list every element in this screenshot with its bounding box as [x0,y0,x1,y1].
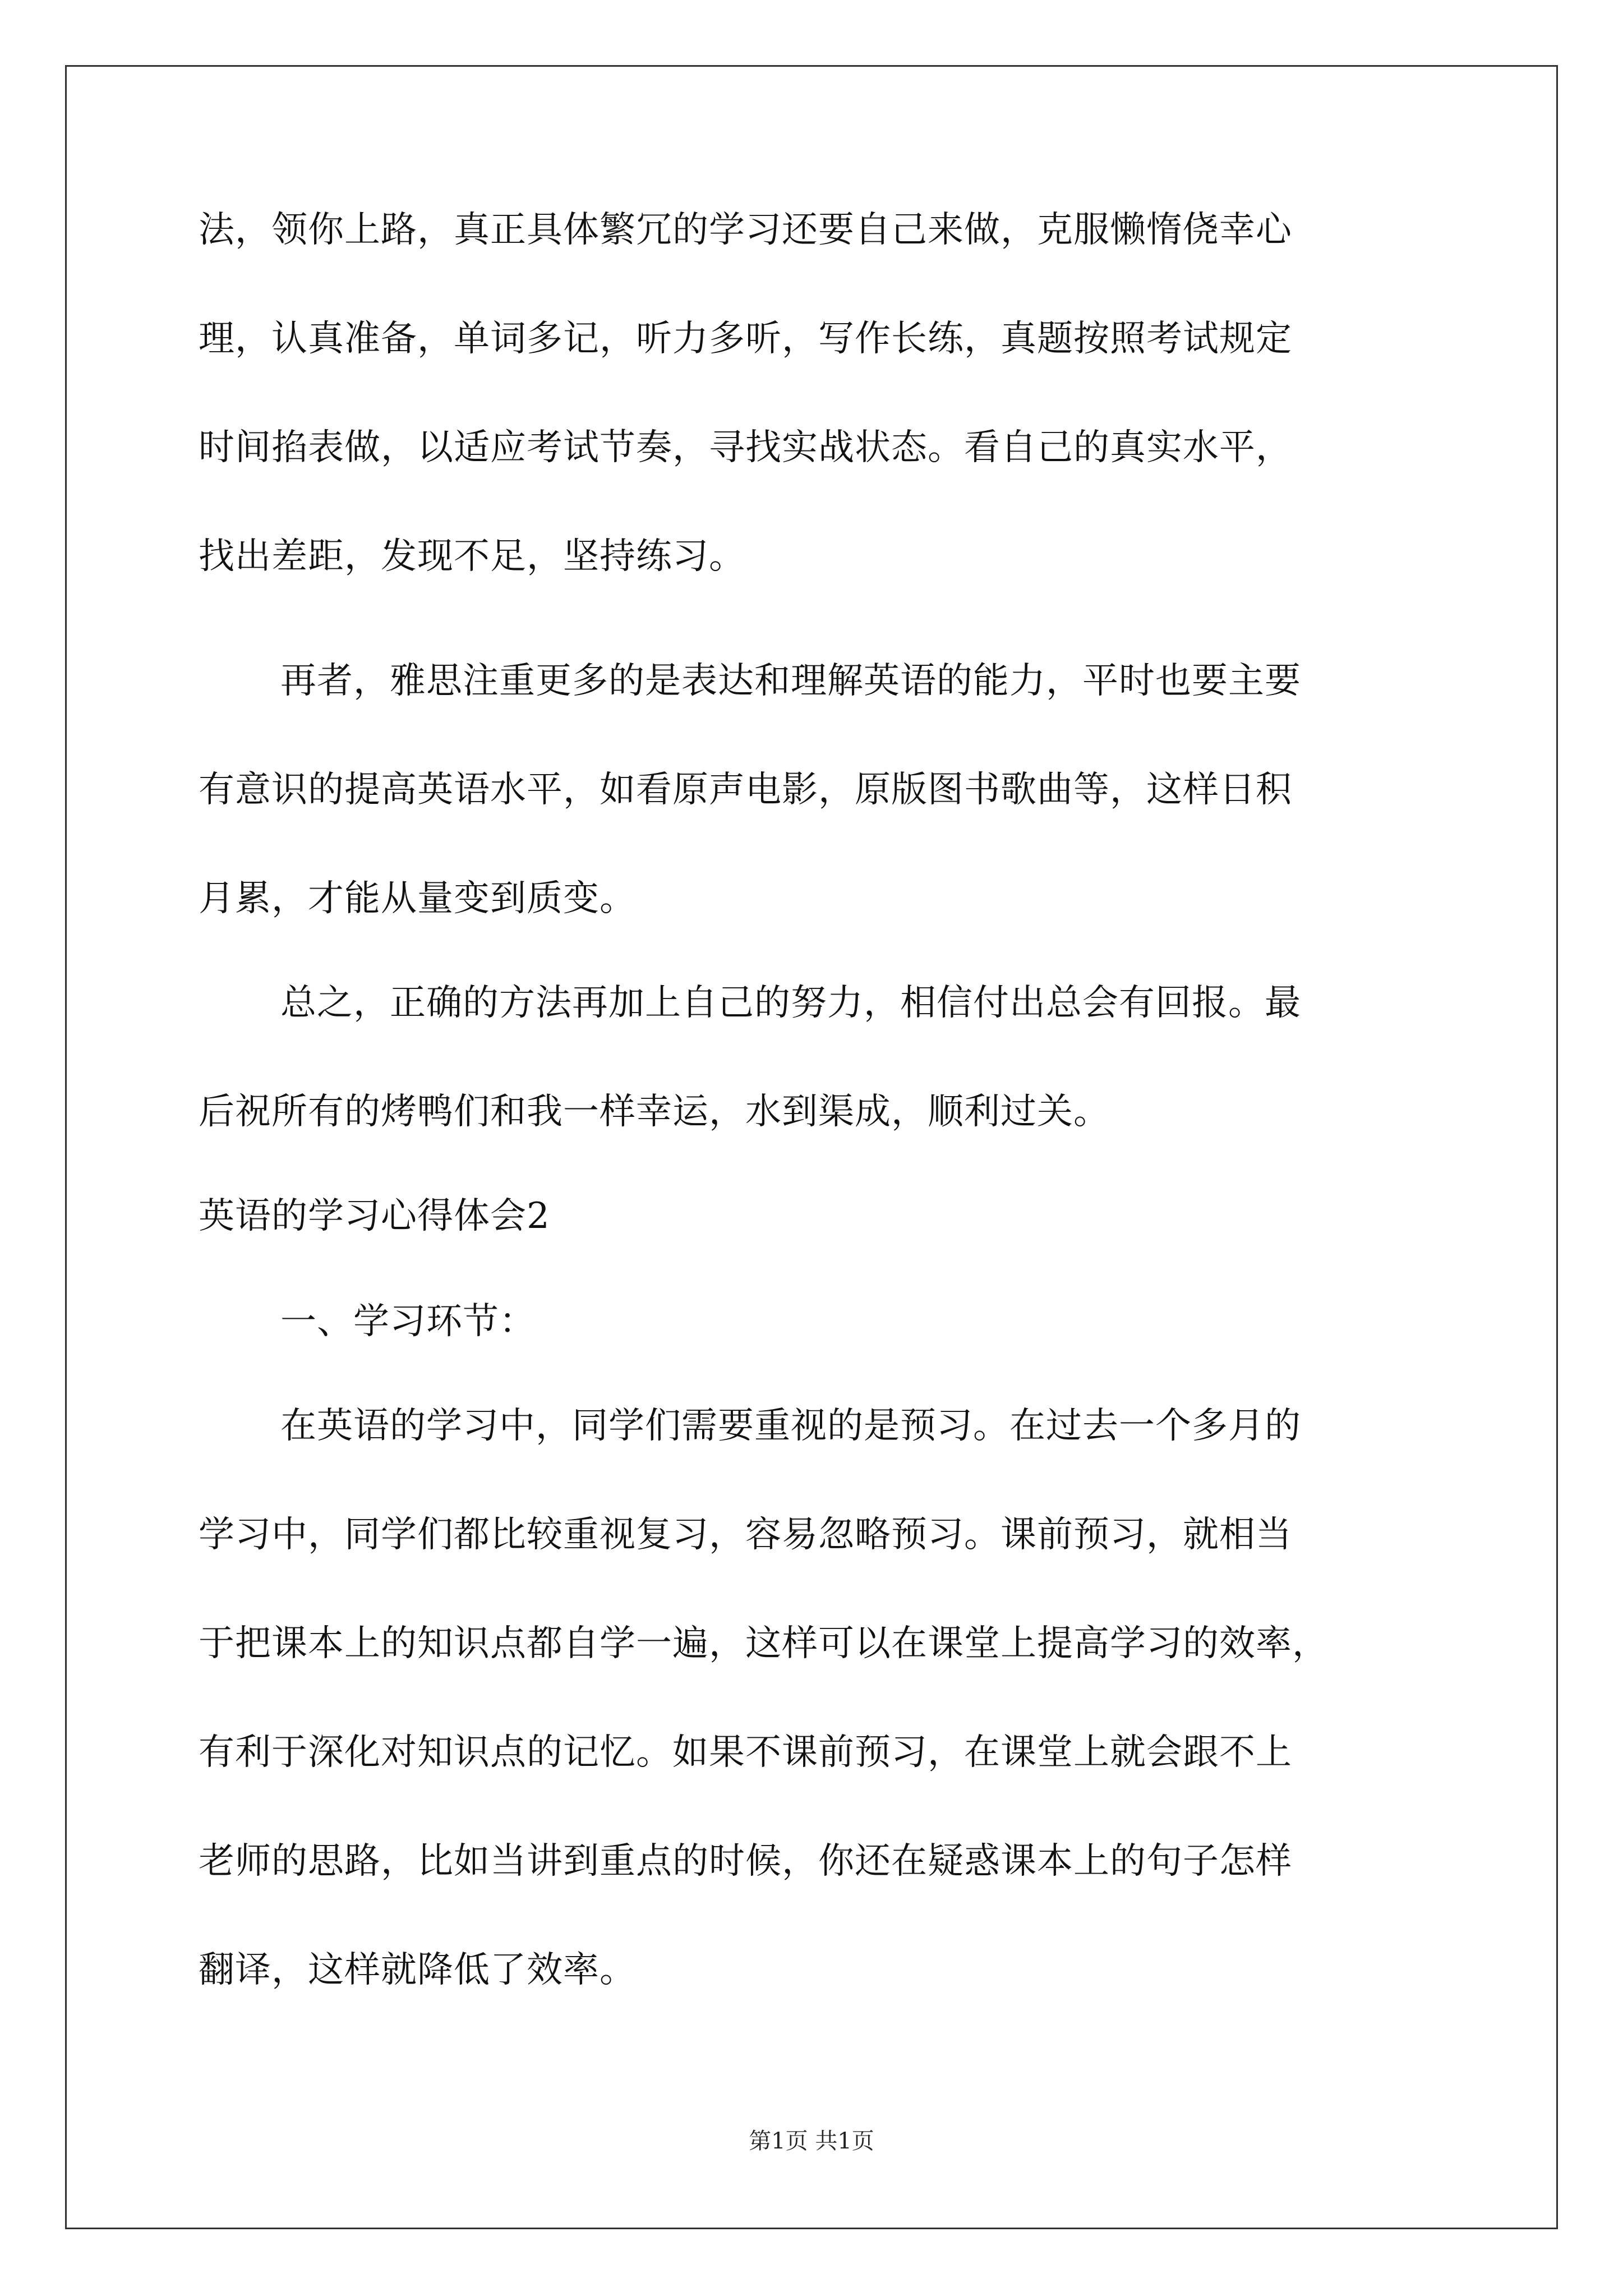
page-border [65,65,1558,2229]
body-line: 月累，才能从量变到质变。 [199,878,636,919]
body-line: 时间掐表做，以适应考试节奏，寻找实战状态。看自己的真实水平， [199,427,1292,468]
body-line: 找出差距，发现不足，坚持练习。 [199,536,745,577]
paragraph-first-line: 在英语的学习中，同学们需要重视的是预习。在过去一个多月的 [280,1405,1301,1447]
page-footer: 第1页 共1页 [749,2128,874,2154]
paragraph-first-line: 再者，雅思注重更多的是表达和理解英语的能力，平时也要主要 [280,660,1301,702]
body-line: 法，领你上路，真正具体繁冗的学习还要自己来做，克服懒惰侥幸心 [199,209,1292,251]
body-line: 有意识的提高英语水平，如看原声电影，原版图书歌曲等，这样日积 [199,769,1292,811]
body-line: 有利于深化对知识点的记忆。如果不课前预习，在课堂上就会跟不上 [199,1732,1292,1773]
body-line: 理，认真准备，单词多记，听力多听，写作长练，真题按照考试规定 [199,318,1292,360]
subsection-heading: 一、学习环节： [280,1301,536,1342]
body-line: 后祝所有的烤鸭们和我一样幸运，水到渠成，顺利过关。 [199,1091,1110,1133]
body-line: 学习中，同学们都比较重视复习，容易忽略预习。课前预习，就相当 [199,1514,1292,1556]
section-heading: 英语的学习心得体会2 [199,1195,550,1237]
body-line: 老师的思路，比如当讲到重点的时候，你还在疑惑课本上的句子怎样 [199,1841,1292,1882]
body-line: 于把课本上的知识点都自学一遍，这样可以在课堂上提高学习的效率， [199,1623,1329,1664]
paragraph-first-line: 总之，正确的方法再加上自己的努力，相信付出总会有回报。最 [280,982,1301,1024]
body-line: 翻译，这样就降低了效率。 [199,1949,636,1991]
